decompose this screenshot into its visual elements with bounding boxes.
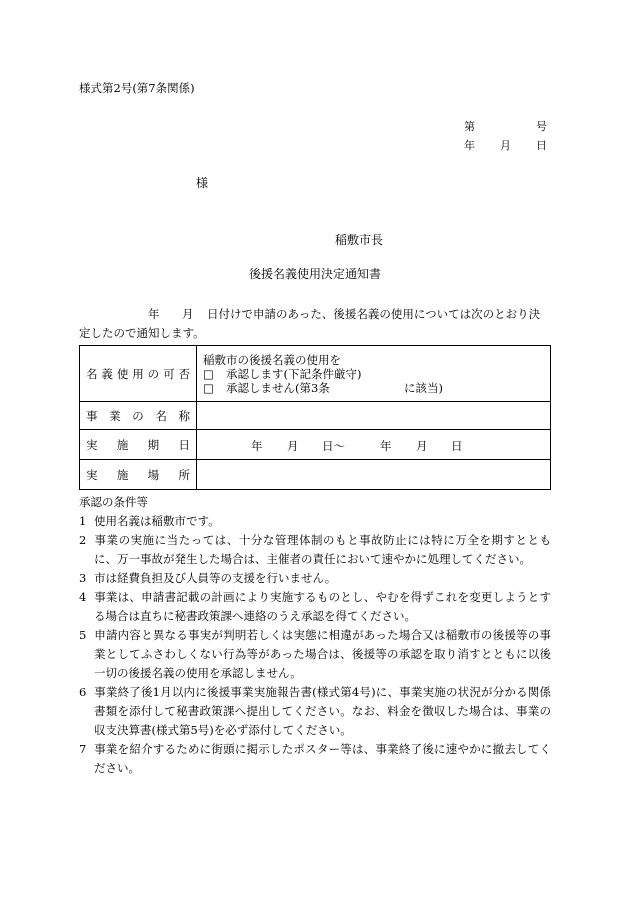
period-day1: 日〜 <box>322 439 345 453</box>
conditions-list <box>79 512 551 778</box>
date-day: 日 <box>536 139 547 152</box>
details-table <box>79 345 551 490</box>
approve-checkbox: □ <box>203 366 214 381</box>
deny-checkbox: □ <box>203 380 214 395</box>
approval-cell <box>197 346 551 402</box>
intro-line1: 日付けで申請のあった、後援名義の使用については次のとおり決 <box>207 307 541 321</box>
intro-year: 年 <box>148 307 160 321</box>
list-item: 7 事業を紹介するために街頭に掲示したポスター等は、事業終了後に速やかに撤去してください。 <box>79 742 551 775</box>
approve-option <box>203 367 550 381</box>
period-month2: 月 <box>416 439 428 453</box>
period-cell <box>197 430 551 460</box>
intro-paragraph <box>79 305 549 343</box>
recipient: 様 <box>196 176 209 190</box>
period-year2: 年 <box>380 439 392 453</box>
list-item: 4 事業は、申請書記載の計画により実施するものとし、やむを得ずこれを変更しようとする場合は直ちに秘書政策課へ連絡のうえ承認を得てください。 <box>79 590 551 623</box>
period-month1: 月 <box>287 439 299 453</box>
form-label: 様式第2号(第7条関係) <box>79 81 195 95</box>
label-venue: 実施場所 <box>80 460 197 490</box>
list-item: 1 使用名義は稲敷市です。 <box>79 514 220 528</box>
list-item: 5 申請内容と異なる事実が判明若しくは実態に相違があった場合又は稲敷市の後援等の事業としてふさわしくない行為等があった場合は、後援等の承認を取り消すとともに以後一切の後援名義の使用を承認しません。 <box>79 628 551 680</box>
number-suffix: 号 <box>536 120 547 133</box>
venue-cell <box>197 460 551 490</box>
list-item: 6 事業終了後1月以内に後援事業実施報告書(様式第4号)に、事業実施の状況が分かる関係書類を添付して秘書政策課へ提出してください。なお、料金を徴収した場合は、事業の収支決算書(様式第5号)を必ず添付してください。 <box>79 685 551 737</box>
date-month: 月 <box>500 139 511 152</box>
period-day2: 日 <box>451 439 463 453</box>
intro-month: 月 <box>182 307 194 321</box>
list-item: 2 事業の実施に当たっては、十分な管理体制のもと事故防止には特に万全を期すとともに、万一事故が発生した場合は、主催者の責任において速やかに処理してください。 <box>79 533 551 566</box>
deny-option-suffix: に該当) <box>404 380 443 395</box>
label-event-name: 事業の名称 <box>80 402 197 430</box>
approve-option-label: 承認します(下記条件厳守) <box>226 366 362 381</box>
list-item: 3 市は経費負担及び人員等の支援を行いません。 <box>79 571 337 585</box>
label-approval: 名義使用の可否 <box>80 346 197 402</box>
event-name-cell <box>197 402 551 430</box>
date-year: 年 <box>464 139 475 152</box>
deny-option-label: 承認しません(第3条 <box>226 380 330 395</box>
label-period: 実施期日 <box>80 430 197 460</box>
conditions-heading: 承認の条件等 <box>79 495 148 509</box>
period-year1: 年 <box>251 439 263 453</box>
approval-intro: 稲敷市の後援名義の使用を <box>203 352 341 367</box>
issuer: 稲敷市長 <box>335 233 384 247</box>
intro-line2: 定したので通知します。 <box>79 326 205 340</box>
document-title: 後援名義使用決定通知書 <box>248 267 381 281</box>
number-prefix: 第 <box>464 120 475 133</box>
deny-option <box>203 381 550 395</box>
